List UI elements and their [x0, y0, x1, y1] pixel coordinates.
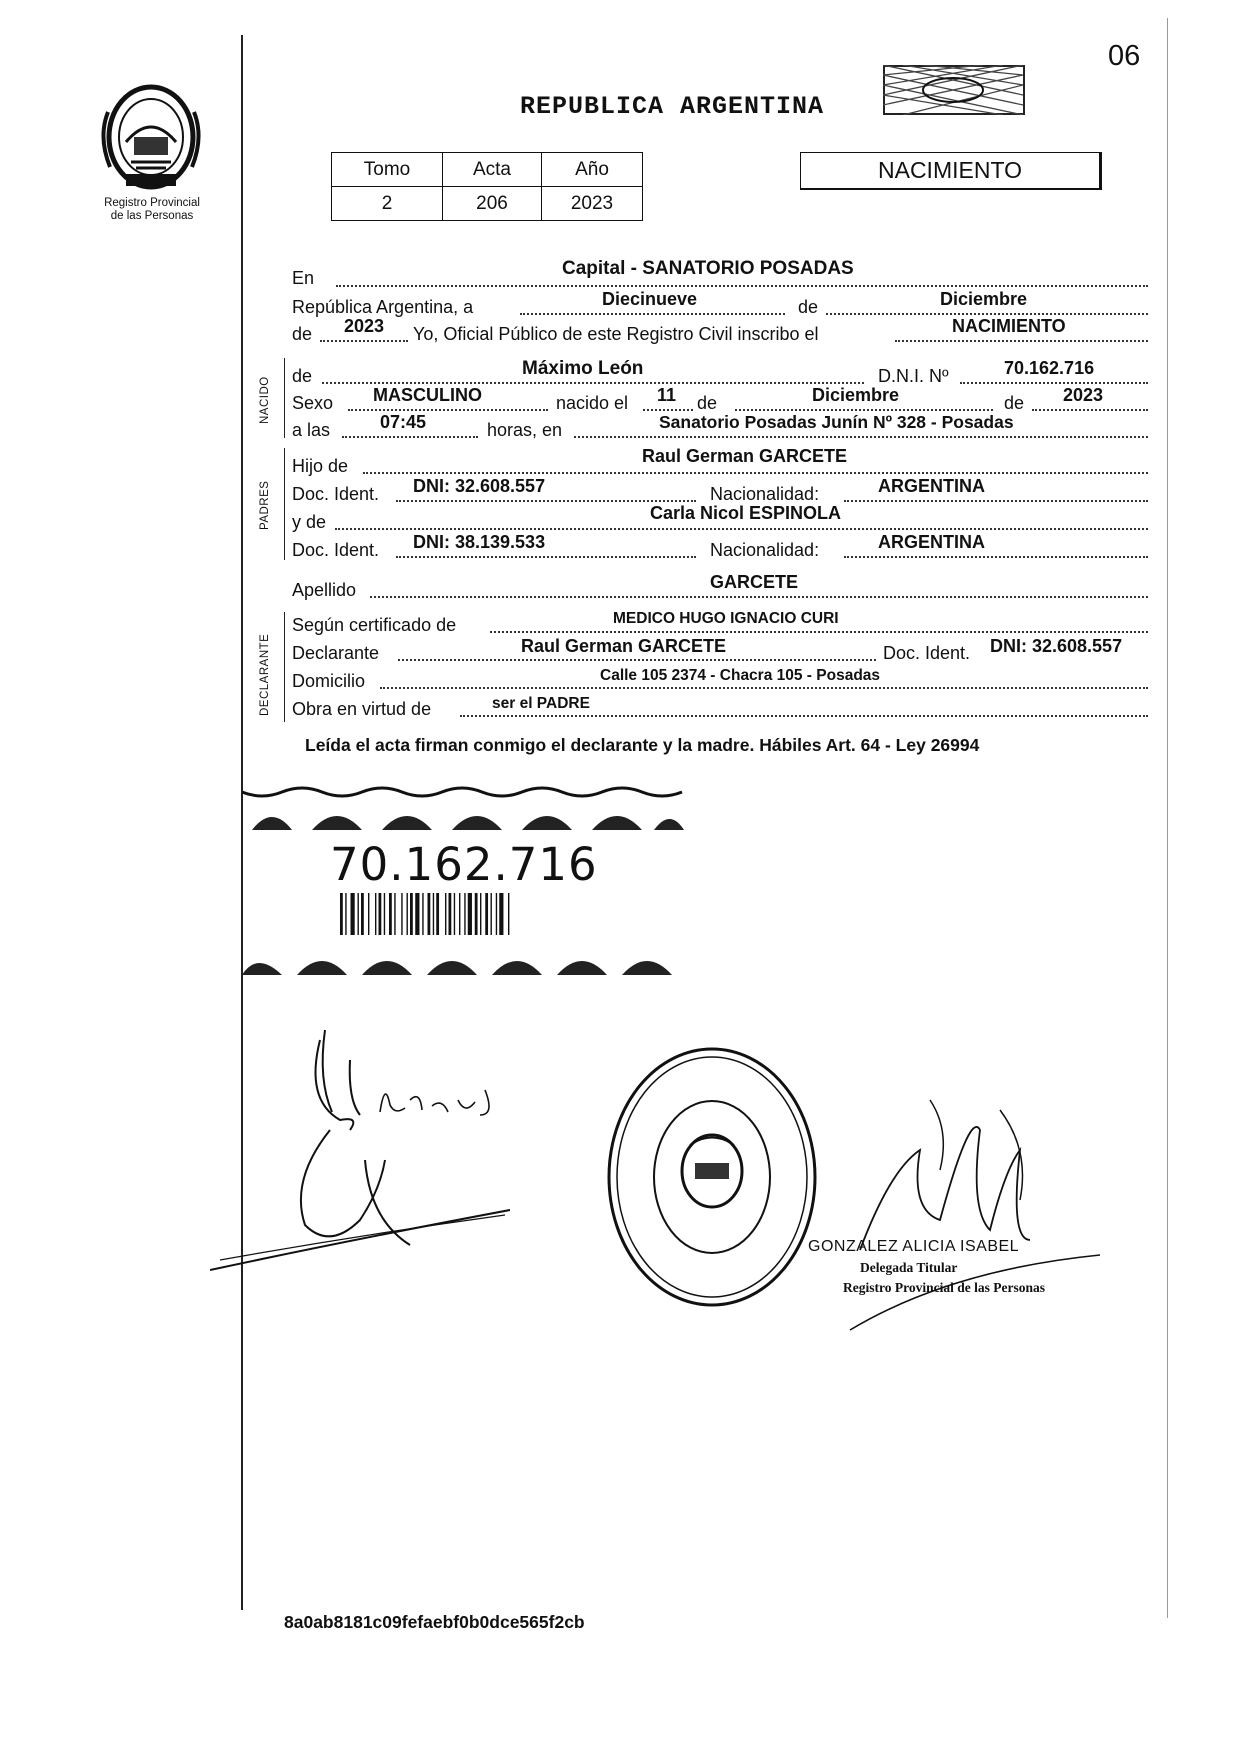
official-stamp: [605, 1045, 820, 1310]
ref-value-anio: 2023: [542, 187, 643, 221]
value-time: 07:45: [380, 412, 427, 432]
value-mother-doc: DNI: 38.139.533: [413, 532, 546, 552]
dots-dni: [960, 382, 1148, 384]
label-nacido-el: nacido el: [556, 393, 629, 413]
logo-caption-line2: de las Personas: [110, 210, 194, 222]
value-father-doc: DNI: 32.608.557: [413, 476, 546, 496]
value-month-text: Diciembre: [940, 289, 1028, 309]
ref-header-acta: Acta: [443, 153, 542, 187]
label-decl: Declarante: [292, 643, 380, 663]
label-nacido-de: de: [292, 366, 313, 386]
label-horas: horas, en: [487, 420, 563, 440]
official-title: Delegada Titular: [860, 1260, 958, 1275]
label-nacido-de3: de: [1004, 393, 1025, 413]
declarante-section-label: DECLARANTE: [259, 633, 271, 716]
value-decl: Raul German GARCETE: [521, 636, 727, 656]
right-margin-line: [1167, 18, 1168, 1618]
value-obra: ser el PADRE: [492, 695, 590, 712]
barcode: [340, 893, 562, 935]
label-sexo: Sexo: [292, 393, 334, 413]
logo-caption-line1: Registro Provincial: [104, 197, 200, 209]
nacido-section-label: NACIDO: [259, 376, 271, 424]
dots-birth-year: [1032, 409, 1148, 411]
value-mother-nat: ARGENTINA: [878, 532, 985, 552]
value-sexo: MASCULINO: [373, 385, 482, 405]
value-year: 2023: [344, 316, 385, 336]
dots-place: [574, 436, 1148, 438]
padres-section-label: PADRES: [259, 480, 271, 530]
label-republica: República Argentina, a: [292, 297, 474, 317]
ref-value-tomo: 2: [332, 187, 443, 221]
dots-father-nat: [844, 500, 1148, 502]
label-cert: Según certificado de: [292, 615, 457, 635]
security-pattern-bottom: [242, 945, 684, 975]
label-year-prefix: de: [292, 324, 313, 344]
dots-name: [322, 382, 864, 384]
value-dni: 70.162.716: [1004, 358, 1095, 378]
act-type-box: NACIMIENTO: [800, 152, 1102, 190]
value-place: Sanatorio Posadas Junín Nº 328 - Posadas: [659, 412, 1014, 432]
label-de-month: de: [798, 297, 819, 317]
dots-father-doc-line: [396, 500, 696, 502]
registry-logo: [96, 82, 206, 192]
label-alas: a las: [292, 420, 331, 440]
dots-dom: [380, 687, 1148, 689]
label-dni: D.N.I. Nº: [878, 366, 949, 386]
official-office: Registro Provincial de las Personas: [843, 1280, 1045, 1295]
value-decl-doc: DNI: 32.608.557: [990, 636, 1123, 656]
label-y-de: y de: [292, 512, 327, 532]
value-mother: Carla Nicol ESPINOLA: [650, 503, 842, 523]
label-dom: Domicilio: [292, 671, 366, 691]
ref-header-tomo: Tomo: [332, 153, 443, 187]
dots-mother-doc: [396, 556, 696, 558]
logo-caption: [82, 197, 222, 223]
label-mother-doc: Doc. Ident.: [292, 540, 380, 560]
padres-bracket: [284, 448, 285, 560]
label-mother-nat: Nacionalidad:: [710, 540, 820, 560]
label-en: En: [292, 268, 315, 288]
dots-apellido: [370, 596, 1148, 598]
reference-table: [331, 152, 643, 221]
official-signature: [830, 1090, 1110, 1340]
label-obra: Obra en virtud de: [292, 699, 432, 719]
dots-en: [336, 285, 1148, 287]
dots-year: [320, 340, 408, 342]
label-apellido: Apellido: [292, 580, 357, 600]
ref-value-acta: 206: [443, 187, 542, 221]
closing-text: Leída el acta firman conmigo el declarante y la madre. Hábiles Art. 64 - Ley 26994: [305, 735, 980, 755]
value-cert: MEDICO HUGO IGNACIO CURI: [613, 610, 839, 627]
dots-month: [826, 313, 1148, 315]
label-father-nat: Nacionalidad:: [710, 484, 820, 504]
dots-time: [342, 436, 478, 438]
value-birth-year: 2023: [1063, 385, 1104, 405]
declarant-signature: [210, 1020, 510, 1280]
value-birth-month: Diciembre: [812, 385, 900, 405]
document-title: REPUBLICA ARGENTINA: [520, 92, 825, 121]
dots-day: [520, 313, 785, 315]
value-birth-day: 11: [657, 385, 677, 405]
dots-mother-nat: [844, 556, 1148, 558]
dots-act: [895, 340, 1148, 342]
page-number: 06: [1108, 40, 1141, 72]
dots-birth-month: [735, 409, 993, 411]
dots-father: [363, 472, 1148, 474]
dots-cert: [490, 631, 1148, 633]
label-hijo-de: Hijo de: [292, 456, 349, 476]
label-nacido-de2: de: [697, 393, 718, 413]
value-act: NACIMIENTO: [952, 316, 1066, 336]
value-dom: Calle 105 2374 - Chacra 105 - Posadas: [600, 667, 881, 684]
dots-birth-day: [643, 409, 693, 411]
official-name: GONZALEZ ALICIA ISABEL: [808, 1238, 1020, 1255]
security-pattern-top: [242, 786, 684, 830]
label-oficial: Yo, Oficial Público de este Registro Civil inscribo el: [413, 324, 819, 344]
barcode-number: 70.162.716: [330, 838, 598, 891]
dots-mother: [335, 528, 1148, 530]
value-day-text: Diecinueve: [602, 289, 698, 309]
label-father-doc: Doc. Ident.: [292, 484, 380, 504]
value-apellido: GARCETE: [710, 572, 799, 592]
dots-obra: [460, 715, 1148, 717]
value-name: Máximo León: [522, 358, 644, 379]
nacido-bracket: [284, 358, 285, 438]
security-hologram: [883, 65, 1025, 115]
dots-decl: [398, 659, 876, 661]
value-father-nat: ARGENTINA: [878, 476, 985, 496]
document-hash: 8a0ab8181c09fefaebf0b0dce565f2cb: [284, 1612, 585, 1632]
declarante-bracket: [284, 612, 285, 722]
ref-header-anio: Año: [542, 153, 643, 187]
label-decl-doc: Doc. Ident.: [883, 643, 971, 663]
dots-sexo: [348, 409, 548, 411]
value-en: Capital - SANATORIO POSADAS: [562, 258, 854, 279]
value-father: Raul German GARCETE: [642, 446, 848, 466]
